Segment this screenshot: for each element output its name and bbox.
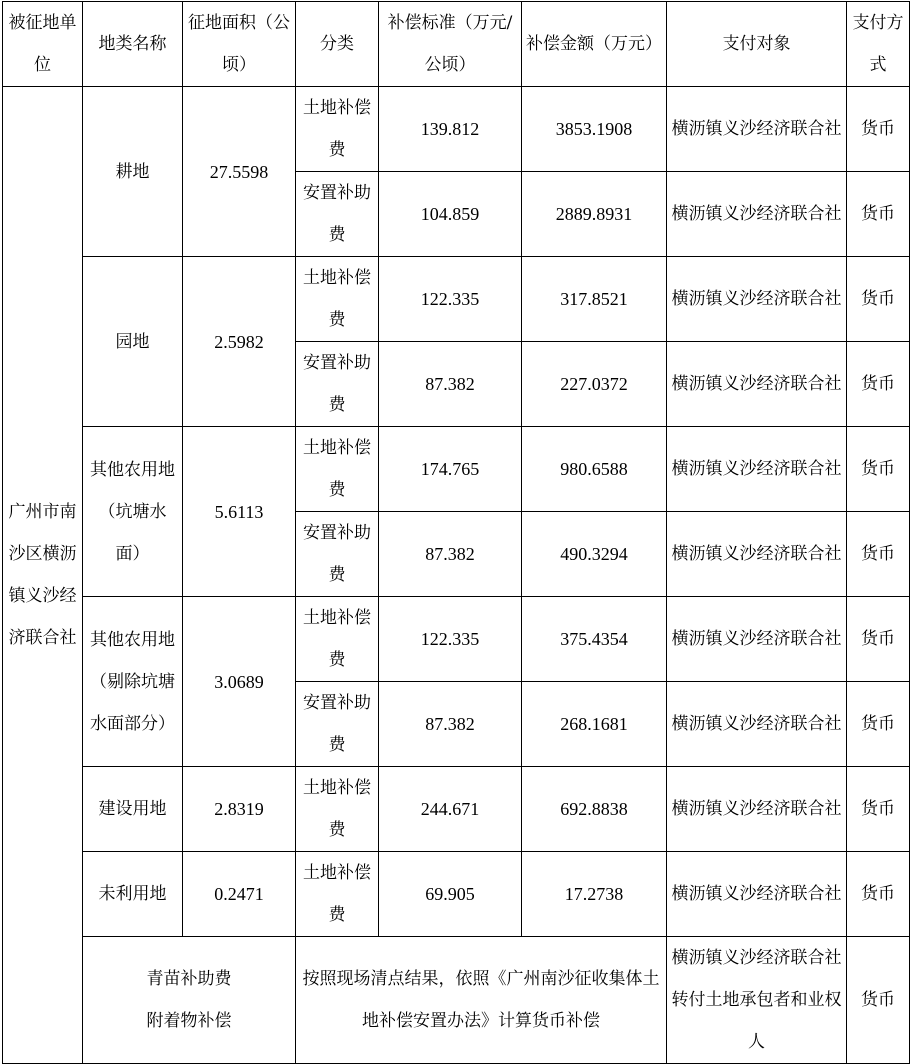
standard-cell: 104.859	[379, 172, 522, 257]
method-cell: 货币	[847, 257, 910, 342]
amount-cell: 17.2738	[522, 852, 667, 937]
method-cell: 货币	[847, 427, 910, 512]
standard-cell: 174.765	[379, 427, 522, 512]
method-cell: 货币	[847, 682, 910, 767]
method-cell: 货币	[847, 937, 910, 1064]
method-cell: 货币	[847, 512, 910, 597]
item-attachment: 附着物补偿	[146, 1011, 232, 1031]
other-compensation-items	[83, 937, 296, 1064]
amount-cell: 980.6588	[522, 427, 667, 512]
header-land-type: 地类名称	[83, 2, 183, 87]
payee-cell: 横沥镇义沙经济联合社	[667, 257, 847, 342]
area-cell: 2.8319	[183, 767, 296, 852]
category-cell: 安置补助费	[296, 342, 379, 427]
header-standard: 补偿标准（万元/公顷）	[379, 2, 522, 87]
category-cell: 土地补偿费	[296, 87, 379, 172]
header-category: 分类	[296, 2, 379, 87]
header-payee: 支付对象	[667, 2, 847, 87]
table-row	[3, 427, 910, 512]
standard-cell: 87.382	[379, 342, 522, 427]
category-cell: 土地补偿费	[296, 852, 379, 937]
land-type-cell: 园地	[83, 257, 183, 427]
payee-cell: 横沥镇义沙经济联合社	[667, 682, 847, 767]
payee-cell: 横沥镇义沙经济联合社	[667, 87, 847, 172]
land-type-cell: 其他农用地（坑塘水面）	[83, 427, 183, 597]
table-row	[3, 767, 910, 852]
standard-cell: 87.382	[379, 682, 522, 767]
item-seedling: 青苗补助费	[146, 969, 232, 989]
land-type-cell: 未利用地	[83, 852, 183, 937]
category-cell: 土地补偿费	[296, 257, 379, 342]
land-type-cell: 其他农用地（剔除坑塘水面部分）	[83, 597, 183, 767]
amount-cell: 490.3294	[522, 512, 667, 597]
area-cell: 27.5598	[183, 87, 296, 257]
method-cell: 货币	[847, 767, 910, 852]
table-row	[3, 87, 910, 172]
amount-cell: 268.1681	[522, 682, 667, 767]
header-amount: 补偿金额（万元）	[522, 2, 667, 87]
table-row	[3, 937, 910, 1064]
payee-cell: 横沥镇义沙经济联合社	[667, 427, 847, 512]
land-type-cell: 建设用地	[83, 767, 183, 852]
standard-cell: 122.335	[379, 257, 522, 342]
method-cell: 货币	[847, 597, 910, 682]
area-cell: 5.6113	[183, 427, 296, 597]
payee-cell: 横沥镇义沙经济联合社	[667, 597, 847, 682]
payee-cell: 横沥镇义沙经济联合社	[667, 767, 847, 852]
land-type-cell: 耕地	[83, 87, 183, 257]
category-cell: 安置补助费	[296, 512, 379, 597]
payee-cell: 横沥镇义沙经济联合社	[667, 852, 847, 937]
area-cell: 0.2471	[183, 852, 296, 937]
amount-cell: 375.4354	[522, 597, 667, 682]
standard-cell: 87.382	[379, 512, 522, 597]
amount-cell: 692.8838	[522, 767, 667, 852]
standard-cell: 139.812	[379, 87, 522, 172]
table-row	[3, 597, 910, 682]
standard-cell: 244.671	[379, 767, 522, 852]
compensation-basis: 按照现场清点结果，依照《广州南沙征收集体土地补偿安置办法》计算货币补偿	[296, 937, 667, 1064]
area-cell: 2.5982	[183, 257, 296, 427]
area-cell: 3.0689	[183, 597, 296, 767]
category-cell: 安置补助费	[296, 682, 379, 767]
header-unit: 被征地单位	[3, 2, 83, 87]
header-row	[3, 2, 910, 87]
method-cell: 货币	[847, 172, 910, 257]
payee-cell: 横沥镇义沙经济联合社转付土地承包者和业权人	[667, 937, 847, 1064]
header-method: 支付方式	[847, 2, 910, 87]
method-cell: 货币	[847, 342, 910, 427]
table-row	[3, 852, 910, 937]
payee-cell: 横沥镇义沙经济联合社	[667, 342, 847, 427]
compensation-table	[2, 1, 910, 1064]
amount-cell: 317.8521	[522, 257, 667, 342]
table-row	[3, 257, 910, 342]
category-cell: 土地补偿费	[296, 597, 379, 682]
payee-cell: 横沥镇义沙经济联合社	[667, 172, 847, 257]
category-cell: 土地补偿费	[296, 767, 379, 852]
amount-cell: 227.0372	[522, 342, 667, 427]
payee-cell: 横沥镇义沙经济联合社	[667, 512, 847, 597]
standard-cell: 122.335	[379, 597, 522, 682]
method-cell: 货币	[847, 87, 910, 172]
category-cell: 土地补偿费	[296, 427, 379, 512]
amount-cell: 3853.1908	[522, 87, 667, 172]
standard-cell: 69.905	[379, 852, 522, 937]
amount-cell: 2889.8931	[522, 172, 667, 257]
header-area: 征地面积（公顷）	[183, 2, 296, 87]
method-cell: 货币	[847, 852, 910, 937]
unit-name-cell: 广州市南沙区横沥镇义沙经济联合社	[3, 87, 83, 1064]
category-cell: 安置补助费	[296, 172, 379, 257]
